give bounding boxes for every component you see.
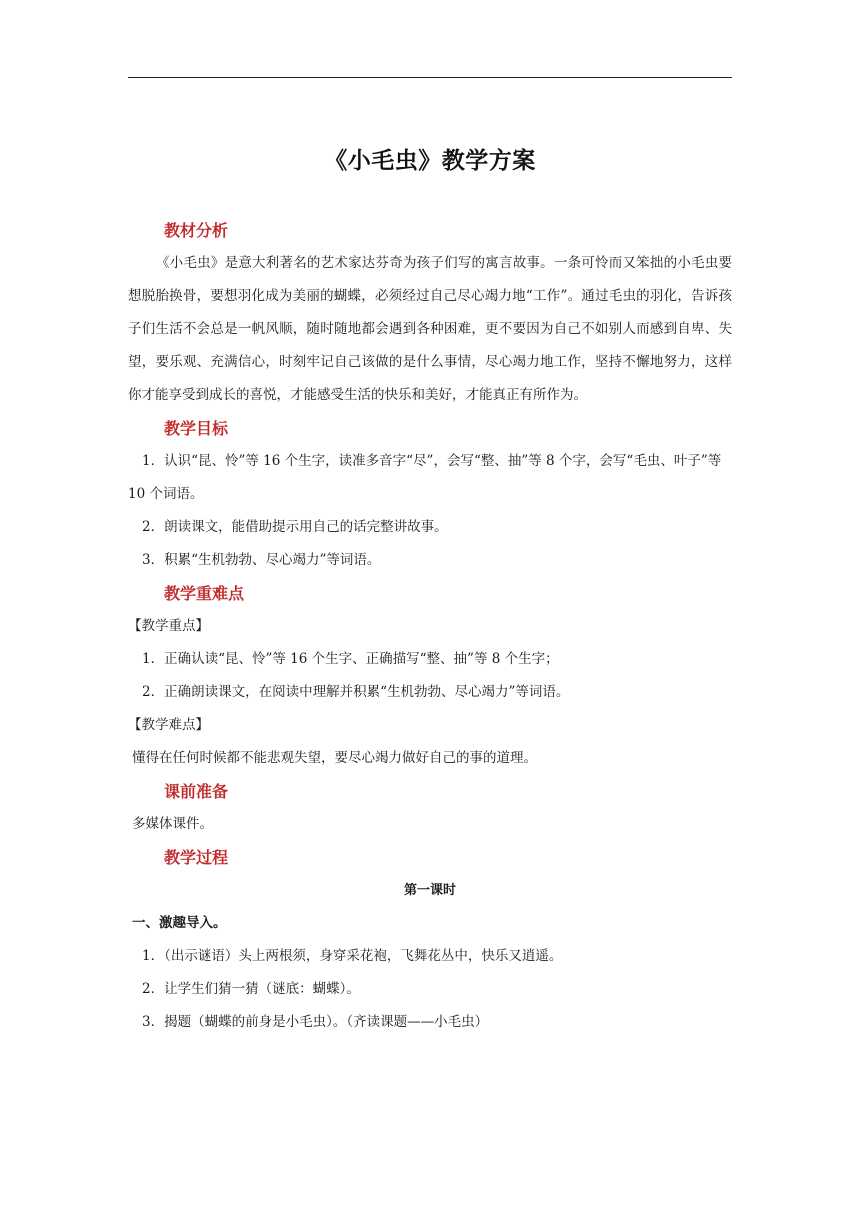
goal-item-1: 1．认识“昆、怜”等 16 个生字，读准多音字“尽”，会写“整、抽”等 8 个字，会写“毛虫、叶子”等 10 个词语。 <box>128 453 722 502</box>
goal-item-3: 3．积累“生机勃勃、尽心竭力”等词语。 <box>142 552 381 568</box>
difficult-points-label: 【教学难点】 <box>128 717 209 733</box>
document-title: 《小毛虫》教学方案 <box>324 148 536 174</box>
difficult-point-text: 懂得在任何时候都不能悲观失望，要尽心竭力做好自己的事的道理。 <box>132 750 537 766</box>
prep-text: 多媒体课件。 <box>132 816 213 832</box>
analysis-paragraph: 《小毛虫》是意大利著名的艺术家达芬奇为孩子们写的寓言故事。一条可怜而又笨拙的小毛虫要想脱胎换骨，要想羽化成为美丽的蝴蝶，必须经过自己尽心竭力地“工作”。通过毛虫的羽化，告诉孩子们生活不会总是一帆风顺，随时随地都会遇到各种困难，更不要因为自己不如别人而感到自卑、失望，要乐观、充满信心，时刻牢记自己该做的是什么事情，尽心竭力地工作，坚持不懈地努力，这样你才能享受到成长的喜悦，才能感受生活的快乐和美好，才能真正有所作为。 <box>128 255 732 403</box>
key-point-item-1: 1．正确认读“昆、怜”等 16 个生字、正确描写“整、抽”等 8 个生字； <box>142 651 559 667</box>
section-heading-analysis: 教材分析 <box>164 221 229 240</box>
document-body <box>128 214 732 1039</box>
section-heading-process: 教学过程 <box>164 848 229 867</box>
process-item-3: 3．揭题（蝴蝶的前身是小毛虫）。（齐读课题——小毛虫） <box>142 1014 489 1030</box>
header-rule <box>128 77 732 78</box>
lesson-title: 第一课时 <box>403 883 456 898</box>
process-item-2: 2．让学生们猜一猜（谜底：蝴蝶）。 <box>142 981 360 997</box>
step-heading: 一、激趣导入。 <box>132 915 227 931</box>
section-heading-keypoints: 教学重难点 <box>164 584 245 603</box>
process-item-1: 1．（出示谜语）头上两根须，身穿采花袍，飞舞花丛中，快乐又逍遥。 <box>142 948 563 964</box>
key-points-label: 【教学重点】 <box>128 618 209 634</box>
section-heading-prep: 课前准备 <box>164 782 229 801</box>
key-point-item-2: 2．正确朗读课文，在阅读中理解并积累“生机勃勃、尽心竭力”等词语。 <box>142 684 570 700</box>
goal-item-2: 2．朗读课文，能借助提示用自己的话完整讲故事。 <box>142 519 448 535</box>
section-heading-goals: 教学目标 <box>164 419 229 438</box>
